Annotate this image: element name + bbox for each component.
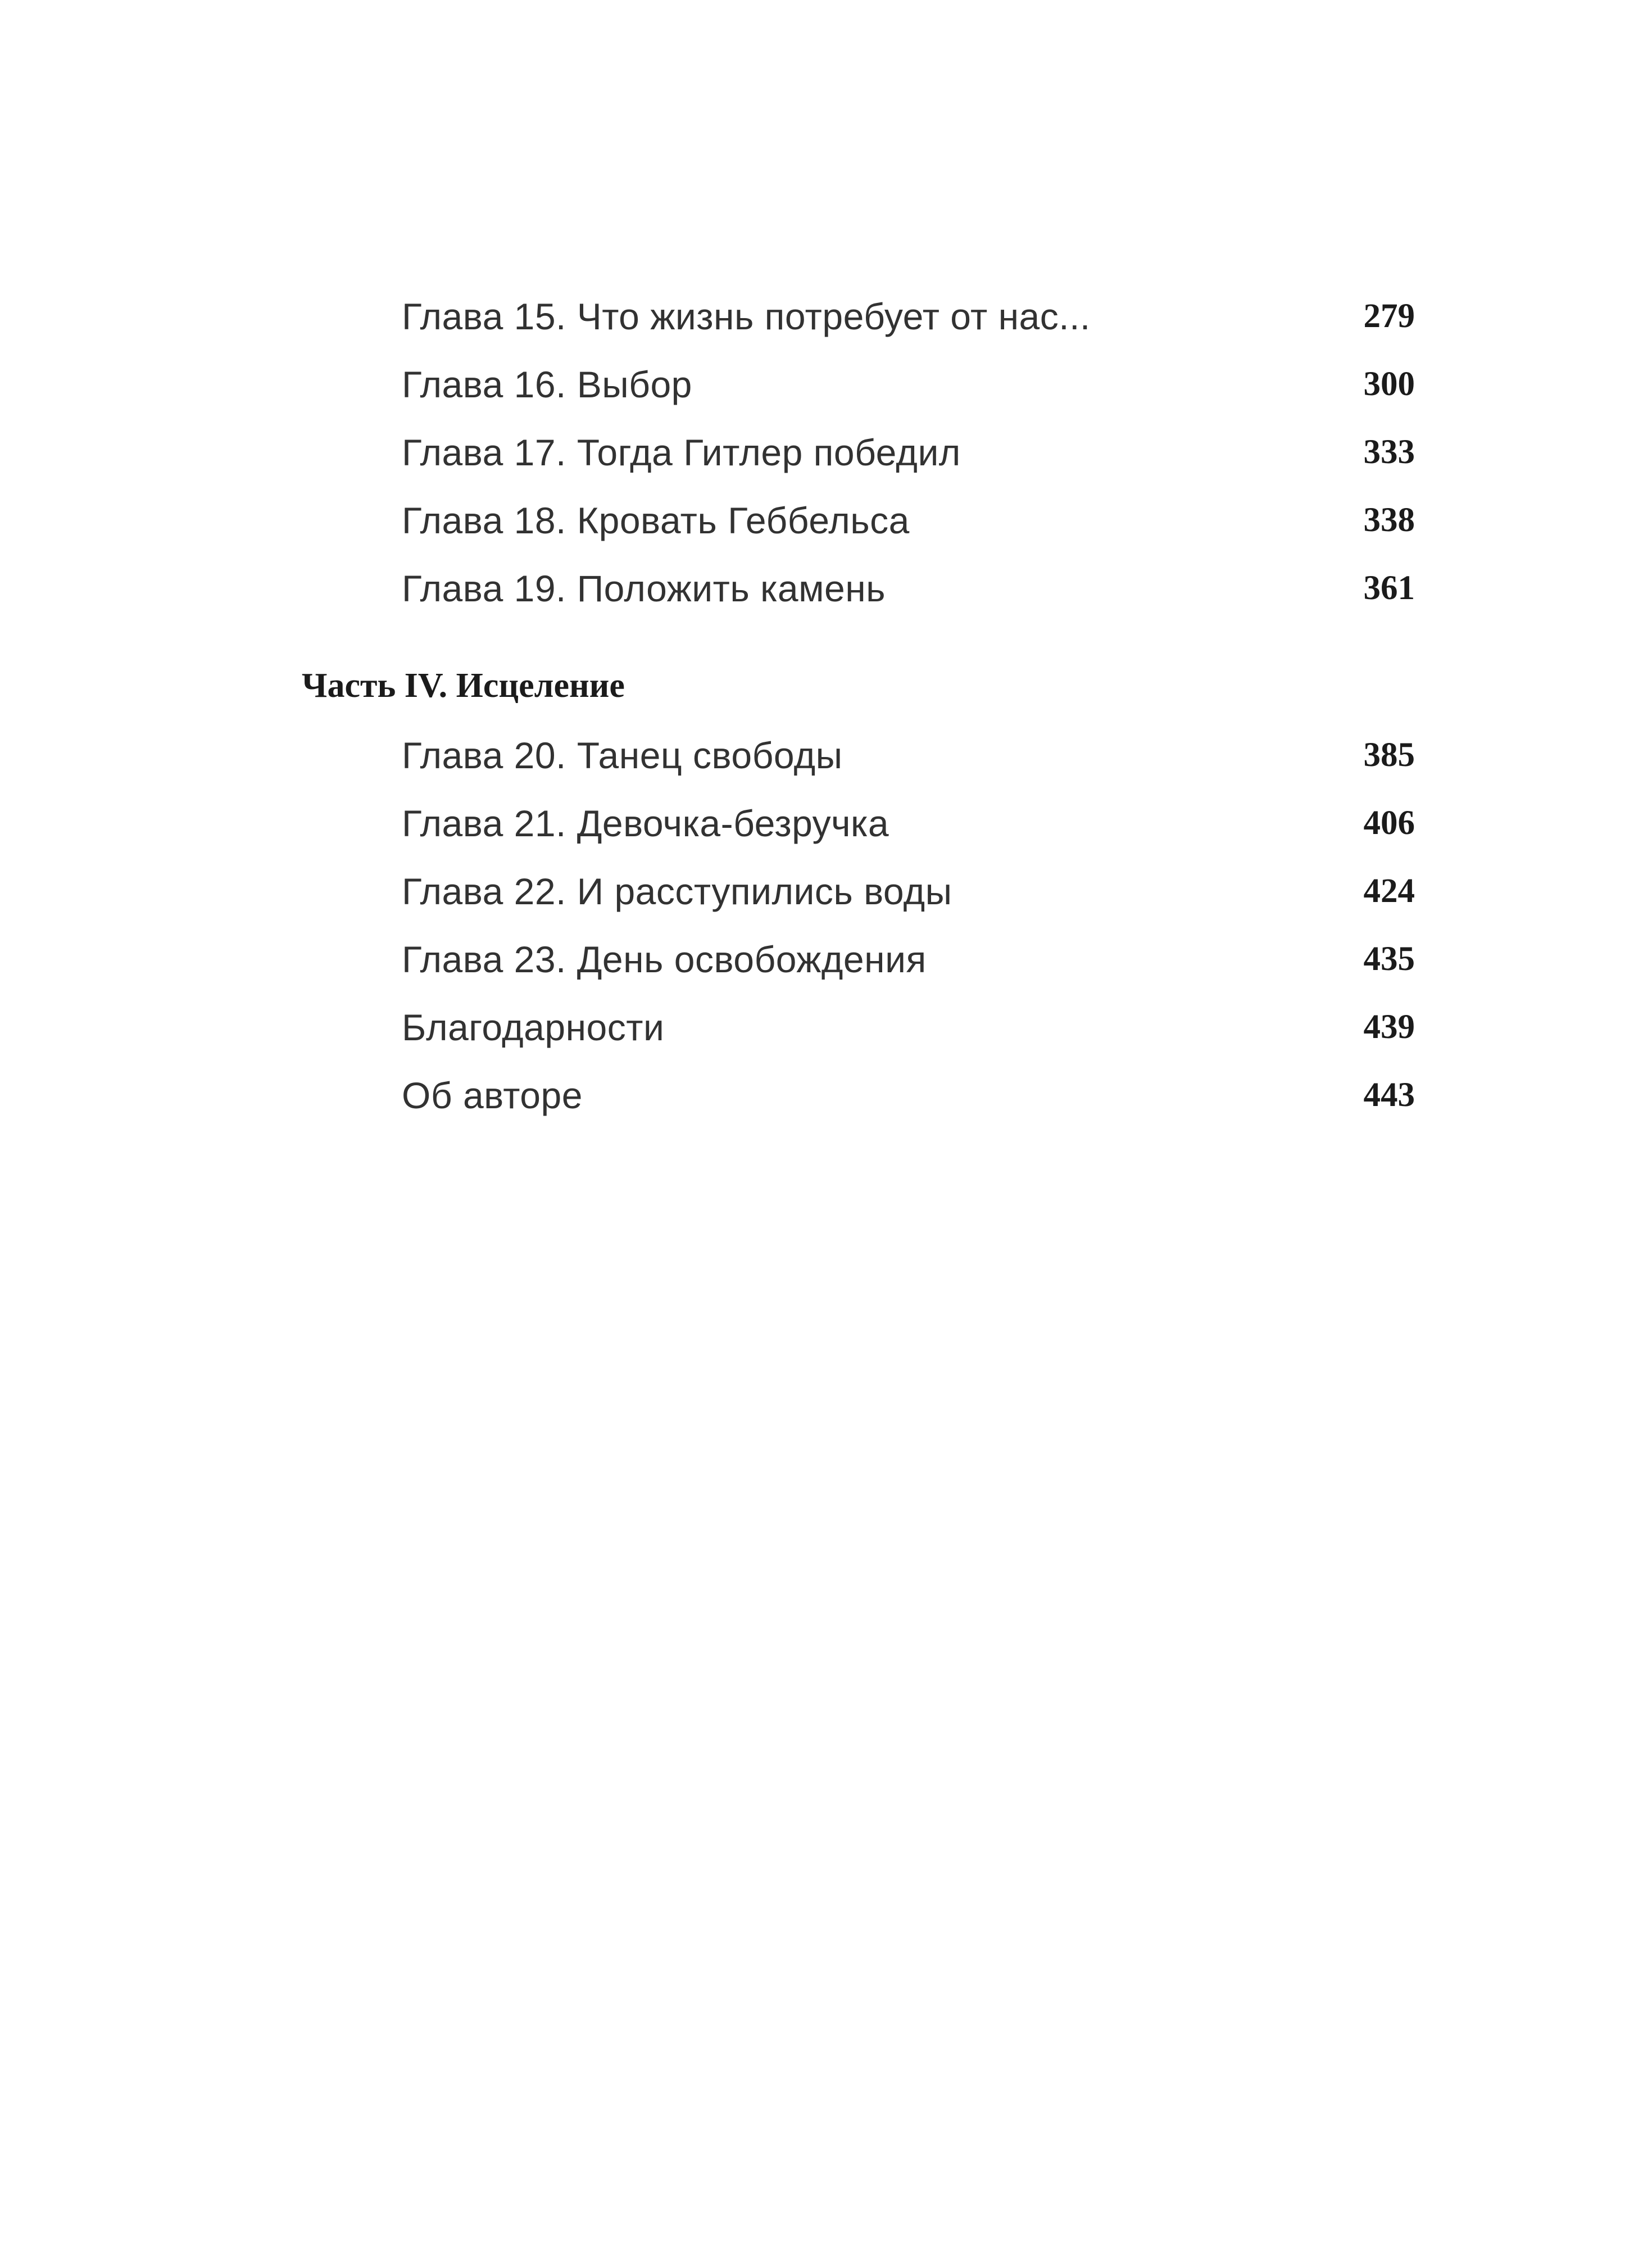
toc-entry-title: Глава 22. И расступились воды [402, 870, 952, 912]
toc-entry [302, 418, 1415, 486]
toc-entry-title: Глава 19. Положить камень [402, 567, 886, 609]
toc-entry [302, 857, 1415, 925]
part-heading: Часть IV. Исцеление [302, 666, 625, 705]
toc-entry [302, 993, 1415, 1061]
toc-entry-page: 443 [1363, 1076, 1415, 1114]
toc-entry-page: 424 [1363, 872, 1415, 910]
toc-entry-page: 361 [1363, 569, 1415, 607]
toc-entry-page: 385 [1363, 736, 1415, 774]
part-heading-row [302, 651, 1415, 720]
toc-entry [302, 554, 1415, 622]
toc-entry-page: 338 [1363, 501, 1415, 539]
toc-entry-page: 439 [1363, 1008, 1415, 1046]
toc-entry-title: Глава 17. Тогда Гитлер победил [402, 431, 961, 473]
toc-entry-title: Глава 23. День освобождения [402, 938, 927, 980]
toc-entry [302, 282, 1415, 350]
toc-entry [302, 1061, 1415, 1129]
toc-entry-title: Глава 18. Кровать Геббельса [402, 499, 910, 541]
toc-entry [302, 350, 1415, 418]
toc-entry-title: Глава 16. Выбор [402, 363, 692, 405]
toc-entry-page: 279 [1363, 297, 1415, 335]
toc-entry-title: Об авторе [402, 1074, 583, 1116]
toc-entry [302, 789, 1415, 857]
toc-entry [302, 486, 1415, 554]
toc-entry [302, 925, 1415, 993]
toc-entry-title: Глава 21. Девочка-безручка [402, 802, 889, 844]
toc-entry-title: Глава 15. Что жизнь потребует от нас... [402, 295, 1091, 337]
toc-entry-page: 300 [1363, 365, 1415, 403]
toc-entry-page: 406 [1363, 804, 1415, 842]
toc-entry-page: 435 [1363, 940, 1415, 978]
table-of-contents [302, 282, 1415, 1129]
toc-entry [302, 721, 1415, 789]
toc-entry-title: Глава 20. Танец свободы [402, 734, 843, 776]
toc-entry-page: 333 [1363, 433, 1415, 471]
toc-entry-title: Благодарности [402, 1006, 665, 1048]
